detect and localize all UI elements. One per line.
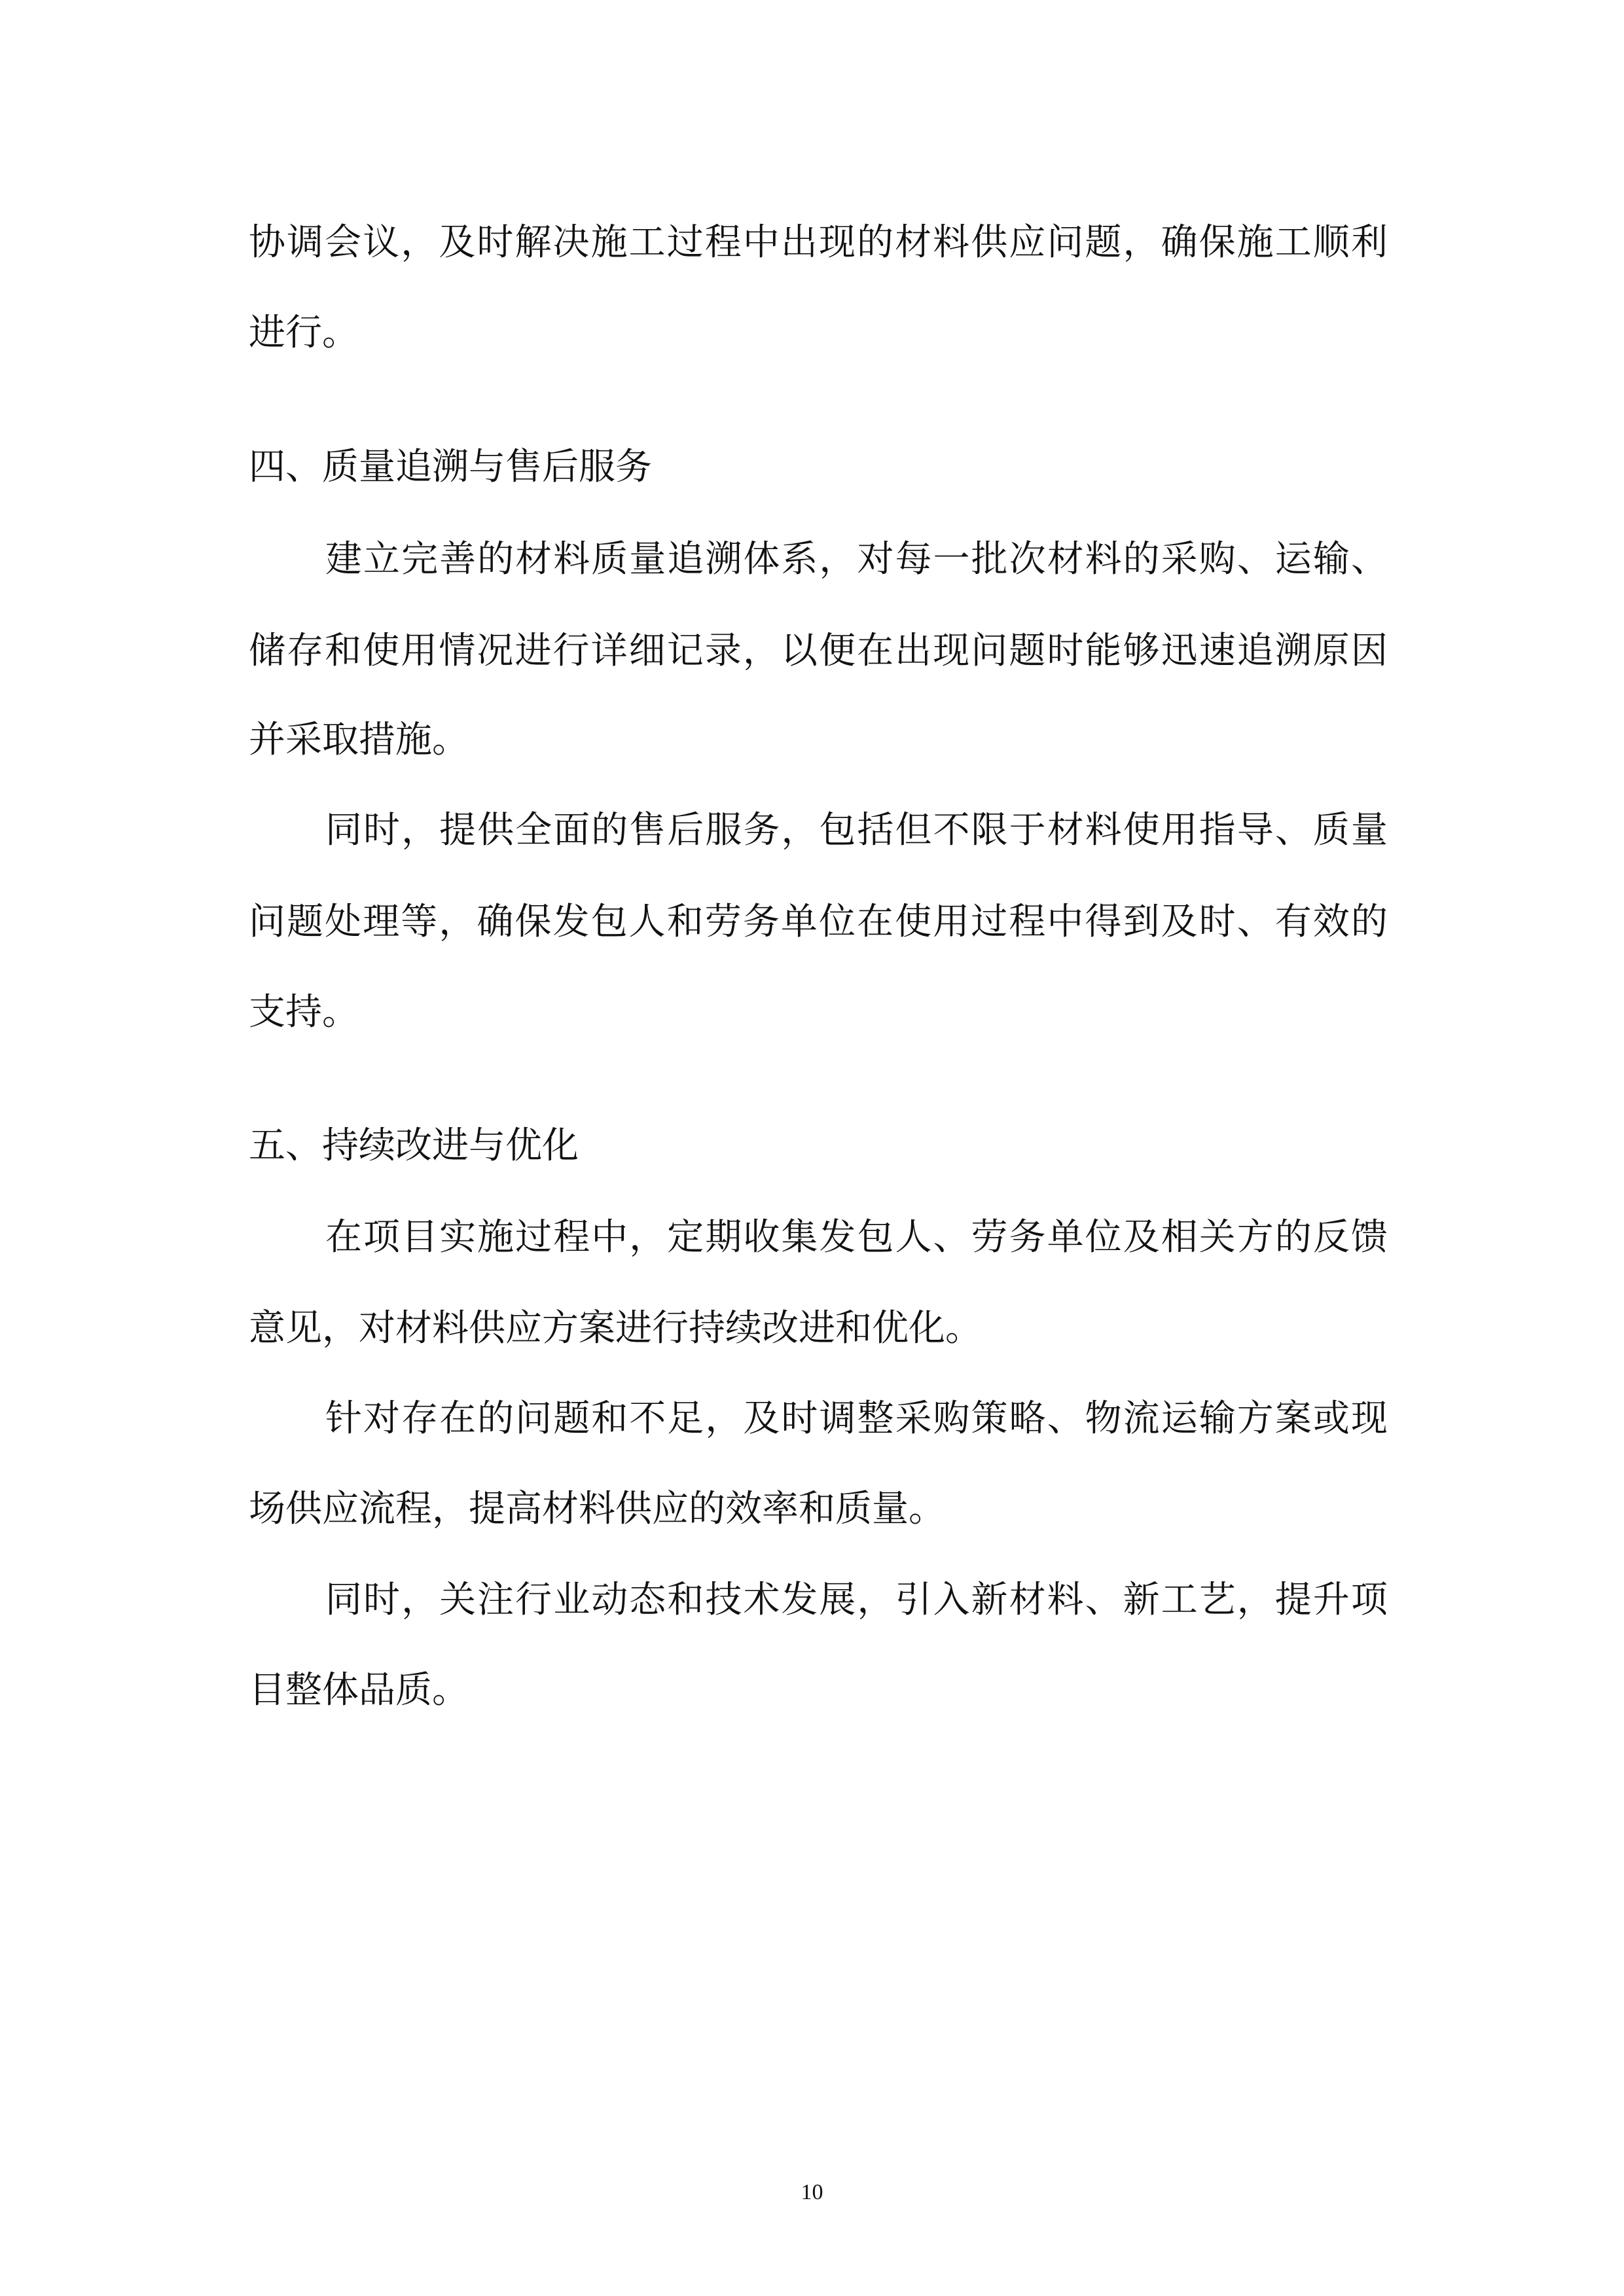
glyph: 施 xyxy=(590,221,628,264)
glyph: 用 xyxy=(1161,809,1198,852)
glyph: 在 xyxy=(857,901,893,943)
glyph: 购 xyxy=(1199,538,1236,581)
glyph: 定 xyxy=(667,1216,704,1259)
paragraph-line xyxy=(249,628,1388,674)
glyph: 进 xyxy=(514,630,552,672)
glyph: 会 xyxy=(325,221,362,264)
glyph: 新 xyxy=(971,1579,1008,1621)
glyph: ， xyxy=(439,901,476,943)
glyph: 包 xyxy=(590,901,628,943)
glyph: ， xyxy=(401,221,438,264)
glyph: ， xyxy=(1236,1579,1274,1621)
glyph: 入 xyxy=(933,1579,970,1621)
glyph: 能 xyxy=(1085,630,1122,672)
glyph: 过 xyxy=(515,1216,552,1259)
glyph: 速 xyxy=(1199,630,1236,672)
glyph: 面 xyxy=(553,809,590,852)
glyph: 完 xyxy=(401,538,439,581)
glyph: 顺 xyxy=(1312,221,1350,264)
glyph: 出 xyxy=(895,630,932,672)
glyph: 、 xyxy=(1274,809,1312,852)
glyph: 售 xyxy=(629,809,666,852)
glyph: 位 xyxy=(818,901,856,943)
glyph: 善 xyxy=(439,538,477,581)
glyph: 的 xyxy=(1274,1216,1312,1259)
glyph: 同 xyxy=(325,1579,362,1621)
glyph: 及 xyxy=(439,221,476,264)
glyph: 项 xyxy=(1350,1579,1388,1621)
glyph: 理 xyxy=(363,901,400,943)
glyph: 采 xyxy=(1161,538,1198,581)
glyph: 效 xyxy=(1312,901,1350,943)
glyph: 时 xyxy=(363,809,401,852)
glyph: 引 xyxy=(895,1579,932,1621)
glyph: 的 xyxy=(477,538,514,581)
paragraph-line xyxy=(325,1215,1388,1261)
glyph: 策 xyxy=(971,1397,1008,1440)
glyph: 料 xyxy=(1085,809,1122,852)
glyph: 时 xyxy=(1199,901,1236,943)
glyph: 方 xyxy=(1236,1397,1274,1440)
glyph: 料 xyxy=(933,221,970,264)
glyph: 和 xyxy=(325,630,362,672)
glyph: 于 xyxy=(1009,809,1046,852)
glyph: 、 xyxy=(1236,901,1274,943)
glyph: 工 xyxy=(1161,1579,1198,1621)
glyph: ， xyxy=(401,809,439,852)
glyph: 流 xyxy=(1123,1397,1160,1440)
glyph: 不 xyxy=(629,1397,666,1440)
glyph: 体 xyxy=(743,538,780,581)
glyph: 馈 xyxy=(1350,1216,1388,1259)
glyph: 出 xyxy=(780,221,818,264)
glyph: 追 xyxy=(1236,630,1274,672)
glyph: 物 xyxy=(1085,1397,1122,1440)
glyph: 在 xyxy=(325,1216,362,1259)
glyph: 问 xyxy=(1047,221,1084,264)
glyph: 保 xyxy=(1199,221,1236,264)
glyph: 艺 xyxy=(1199,1579,1236,1621)
glyph: 一 xyxy=(933,538,970,581)
glyph: 材 xyxy=(1047,538,1084,581)
glyph: 服 xyxy=(705,809,742,852)
glyph: 量 xyxy=(629,538,666,581)
glyph: 输 xyxy=(1199,1397,1236,1440)
glyph: 目 xyxy=(401,1216,439,1259)
glyph: 的 xyxy=(1123,538,1160,581)
glyph: 注 xyxy=(477,1579,514,1621)
glyph: 情 xyxy=(439,630,476,672)
glyph: 问 xyxy=(249,901,285,943)
glyph: 够 xyxy=(1123,630,1160,672)
glyph: 迅 xyxy=(1161,630,1198,672)
glyph: 新 xyxy=(1123,1579,1160,1621)
glyph: 针 xyxy=(325,1397,362,1440)
glyph: 运 xyxy=(1274,538,1312,581)
glyph: 程 xyxy=(1009,901,1046,943)
glyph: 确 xyxy=(1161,221,1198,264)
glyph: 的 xyxy=(857,221,893,264)
glyph: 技 xyxy=(705,1579,742,1621)
glyph: 题 xyxy=(1085,221,1122,264)
glyph: 题 xyxy=(287,901,324,943)
paragraph-line xyxy=(249,220,1388,266)
glyph: 输 xyxy=(1312,538,1350,581)
glyph: 质 xyxy=(1312,809,1350,852)
glyph: 和 xyxy=(667,1579,704,1621)
glyph: 以 xyxy=(780,630,818,672)
glyph: 关 xyxy=(1199,1216,1236,1259)
glyph: 时 xyxy=(363,1579,401,1621)
glyph: 业 xyxy=(553,1579,590,1621)
glyph: 料 xyxy=(1047,1579,1084,1621)
glyph: 指 xyxy=(1199,809,1236,852)
glyph: 处 xyxy=(325,901,362,943)
glyph: 材 xyxy=(1047,809,1084,852)
glyph: 项 xyxy=(363,1216,401,1259)
glyph: 态 xyxy=(629,1579,666,1621)
glyph: 工 xyxy=(1274,221,1312,264)
glyph: ， xyxy=(705,1397,742,1440)
glyph: 过 xyxy=(971,901,1008,943)
glyph: 案 xyxy=(1274,1397,1312,1440)
glyph: ， xyxy=(629,1216,666,1259)
glyph: 现 xyxy=(818,221,856,264)
glyph: 整 xyxy=(857,1397,894,1440)
glyph: 全 xyxy=(515,809,552,852)
glyph: 略 xyxy=(1009,1397,1046,1440)
glyph: 但 xyxy=(895,809,932,852)
glyph: 溯 xyxy=(705,538,742,581)
page-number: 10 xyxy=(801,2180,823,2204)
glyph: 记 xyxy=(666,630,704,672)
paragraph-line xyxy=(325,537,1388,583)
glyph: 过 xyxy=(666,221,704,264)
glyph: 立 xyxy=(363,538,401,581)
glyph: 使 xyxy=(363,630,400,672)
glyph: 期 xyxy=(705,1216,742,1259)
glyph: 、 xyxy=(1085,1579,1122,1621)
glyph: 单 xyxy=(1047,1216,1084,1259)
glyph: 的 xyxy=(591,809,628,852)
glyph: 供 xyxy=(477,809,514,852)
glyph: 解 xyxy=(514,221,552,264)
glyph: 问 xyxy=(515,1397,552,1440)
glyph: 存 xyxy=(401,1397,439,1440)
paragraph-line: 场供应流程，提高材料供应的效率和质量。 xyxy=(249,1488,945,1530)
glyph: 每 xyxy=(895,538,932,581)
glyph: 现 xyxy=(1350,1397,1388,1440)
glyph: 中 xyxy=(591,1216,628,1259)
glyph: 劳 xyxy=(704,901,742,943)
glyph: 题 xyxy=(1009,630,1046,672)
glyph: 包 xyxy=(857,1216,894,1259)
glyph: ， xyxy=(1123,221,1160,264)
glyph: 有 xyxy=(1274,901,1312,943)
glyph: 材 xyxy=(895,221,932,264)
glyph: 发 xyxy=(781,1579,818,1621)
glyph: 发 xyxy=(552,901,590,943)
glyph: 劳 xyxy=(971,1216,1008,1259)
glyph: 人 xyxy=(628,901,666,943)
paragraph-line xyxy=(249,899,1388,945)
glyph: 展 xyxy=(819,1579,856,1621)
glyph: 建 xyxy=(325,538,362,581)
glyph: 时 xyxy=(781,1397,818,1440)
glyph: 采 xyxy=(895,1397,932,1440)
glyph: 收 xyxy=(743,1216,780,1259)
glyph: 使 xyxy=(895,901,932,943)
glyph: 术 xyxy=(743,1579,780,1621)
glyph: 及 xyxy=(1161,901,1198,943)
glyph: 单 xyxy=(780,901,818,943)
glyph: 对 xyxy=(363,1397,401,1440)
glyph: 、 xyxy=(1350,538,1388,581)
glyph: 相 xyxy=(1161,1216,1198,1259)
glyph: 因 xyxy=(1350,630,1388,672)
glyph: 及 xyxy=(743,1397,780,1440)
glyph: 或 xyxy=(1312,1397,1350,1440)
glyph: 同 xyxy=(325,809,362,852)
glyph: 题 xyxy=(553,1397,590,1440)
glyph: 位 xyxy=(1085,1216,1122,1259)
glyph: 的 xyxy=(1350,901,1388,943)
glyph: 升 xyxy=(1312,1579,1350,1621)
glyph: ， xyxy=(819,538,856,581)
paragraph-line xyxy=(325,808,1388,853)
glyph: 用 xyxy=(933,901,970,943)
glyph: 材 xyxy=(515,538,552,581)
paragraph-line: 进行。 xyxy=(249,312,359,354)
glyph: 溯 xyxy=(1274,630,1312,672)
glyph: 原 xyxy=(1312,630,1350,672)
glyph: 包 xyxy=(819,809,856,852)
glyph: 利 xyxy=(1350,221,1388,264)
glyph: 提 xyxy=(439,809,477,852)
glyph: 施 xyxy=(1236,221,1274,264)
glyph: 中 xyxy=(742,221,780,264)
glyph: 批 xyxy=(971,538,1008,581)
glyph: 对 xyxy=(857,538,894,581)
glyph: 行 xyxy=(515,1579,552,1621)
glyph: 次 xyxy=(1009,538,1046,581)
glyph: 的 xyxy=(477,1397,514,1440)
paragraph-line: 目整体品质。 xyxy=(249,1669,469,1712)
glyph: 便 xyxy=(818,630,856,672)
paragraph-line xyxy=(325,1577,1388,1623)
paragraph-line xyxy=(325,1396,1388,1442)
glyph: 使 xyxy=(1123,809,1160,852)
glyph: 供 xyxy=(971,221,1008,264)
glyph: 详 xyxy=(590,630,628,672)
glyph: 括 xyxy=(857,809,894,852)
glyph: 务 xyxy=(743,809,780,852)
glyph: ， xyxy=(857,1579,894,1621)
glyph: 、 xyxy=(1236,538,1274,581)
glyph: 材 xyxy=(1009,1579,1046,1621)
glyph: 发 xyxy=(819,1216,856,1259)
glyph: 得 xyxy=(1085,901,1122,943)
glyph: 不 xyxy=(933,809,970,852)
glyph: 在 xyxy=(439,1397,477,1440)
glyph: 工 xyxy=(628,221,666,264)
glyph: 程 xyxy=(553,1216,590,1259)
glyph: 到 xyxy=(1123,901,1160,943)
glyph: 购 xyxy=(933,1397,970,1440)
glyph: 质 xyxy=(591,538,628,581)
glyph: 程 xyxy=(704,221,742,264)
section-heading: 四、质量追溯与售后服务 xyxy=(249,446,652,488)
paragraph-line: 意见，对材料供应方案进行持续改进和优化。 xyxy=(249,1307,982,1350)
glyph: 存 xyxy=(287,630,324,672)
glyph: 况 xyxy=(477,630,514,672)
glyph: 行 xyxy=(552,630,590,672)
glyph: 实 xyxy=(439,1216,477,1259)
glyph: 人 xyxy=(895,1216,932,1259)
glyph: 施 xyxy=(477,1216,514,1259)
glyph: 和 xyxy=(666,901,704,943)
glyph: 务 xyxy=(742,901,780,943)
glyph: 及 xyxy=(1123,1216,1160,1259)
glyph: 确 xyxy=(477,901,514,943)
glyph: 储 xyxy=(249,630,285,672)
glyph: ， xyxy=(781,809,818,852)
glyph: 量 xyxy=(1350,809,1388,852)
glyph: 料 xyxy=(553,538,590,581)
glyph: 时 xyxy=(477,221,514,264)
glyph: 决 xyxy=(552,221,590,264)
glyph: 议 xyxy=(363,221,400,264)
glyph: 细 xyxy=(628,630,666,672)
glyph: 录 xyxy=(704,630,742,672)
glyph: 、 xyxy=(933,1216,970,1259)
glyph: 调 xyxy=(287,221,324,264)
glyph: ， xyxy=(401,1579,439,1621)
glyph: 导 xyxy=(1236,809,1274,852)
glyph: 提 xyxy=(1274,1579,1312,1621)
glyph: 中 xyxy=(1047,901,1084,943)
glyph: 应 xyxy=(1009,221,1046,264)
glyph: 现 xyxy=(933,630,970,672)
glyph: 和 xyxy=(591,1397,628,1440)
glyph: 时 xyxy=(1047,630,1084,672)
glyph: 足 xyxy=(667,1397,704,1440)
section-heading: 五、持续改进与优化 xyxy=(249,1124,579,1167)
glyph: 料 xyxy=(1085,538,1122,581)
glyph: 方 xyxy=(1236,1216,1274,1259)
glyph: 务 xyxy=(1009,1216,1046,1259)
glyph: 调 xyxy=(819,1397,856,1440)
glyph: 后 xyxy=(667,809,704,852)
glyph: 追 xyxy=(667,538,704,581)
glyph: 关 xyxy=(439,1579,477,1621)
glyph: 反 xyxy=(1312,1216,1350,1259)
paragraph-line: 支持。 xyxy=(249,991,359,1033)
paragraph-line: 并采取措施。 xyxy=(249,719,469,761)
glyph: 问 xyxy=(971,630,1008,672)
glyph: 保 xyxy=(514,901,552,943)
glyph: 用 xyxy=(401,630,438,672)
glyph: 动 xyxy=(591,1579,628,1621)
glyph: 运 xyxy=(1161,1397,1198,1440)
glyph: 、 xyxy=(1047,1397,1084,1440)
glyph: ， xyxy=(742,630,780,672)
glyph: 协 xyxy=(249,221,285,264)
glyph: 限 xyxy=(971,809,1008,852)
glyph: 在 xyxy=(857,630,893,672)
glyph: 系 xyxy=(781,538,818,581)
glyph: 等 xyxy=(401,901,438,943)
glyph: 集 xyxy=(781,1216,818,1259)
